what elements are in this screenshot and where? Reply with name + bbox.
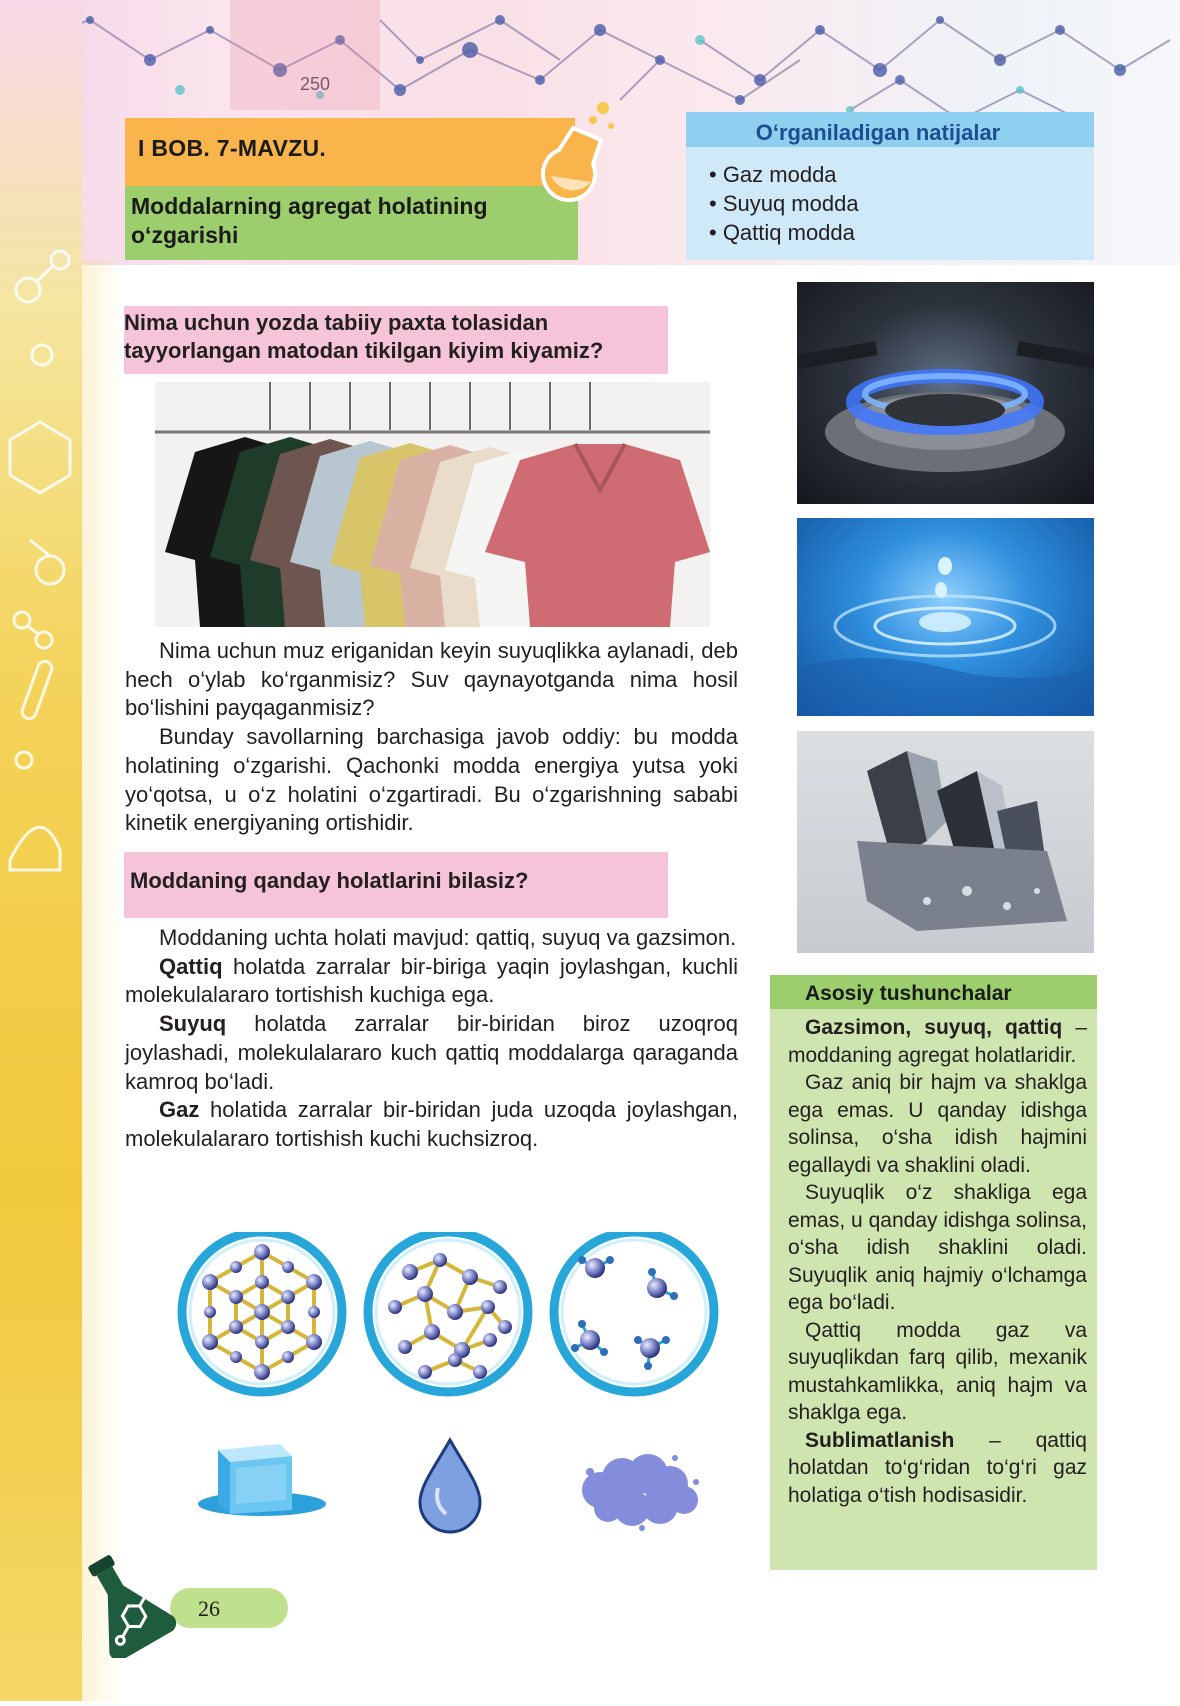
water-drop-icon <box>420 1440 480 1532</box>
gas-cloud-icon <box>582 1454 699 1531</box>
question-1: Nima uchun yozda tabiiy paxta tolasidan tayyorlangan matodan tikilgan kiyim kiyamiz? <box>124 310 604 363</box>
flask-decoration-icon <box>535 92 625 212</box>
question-2: Moddaning qanday holatlarini bilasiz? <box>130 868 529 893</box>
paragraph-2: Bunday savollarning barchasiga javob oddiy: bu modda holatining o‘zgarishi. Qachonki modda energiya yutsa yoki yo‘qotsa, u o‘z holatini o‘zgartiradi. Bu o‘zgarishning sababi kinetik energiyaning ortishidir. <box>125 724 738 836</box>
concepts-title: Asosiy tushunchalar <box>805 982 1012 1005</box>
page-number: 26 <box>198 1596 220 1621</box>
solid-particles-icon <box>182 1232 342 1392</box>
lab-icons-decoration-icon <box>0 0 82 1701</box>
ice-cube-icon <box>198 1444 326 1516</box>
solid-text: holatda zarralar bir-biriga yaqin joylashgan, kuchli molekulalararo tortishish kuchiga ega. <box>125 953 738 1008</box>
results-title: O‘rganiladigan natijalar <box>755 120 1001 145</box>
liquid-particles-icon <box>368 1232 528 1392</box>
left-band-fade <box>82 260 122 1701</box>
result-item-solid: • Qattiq modda <box>709 220 855 245</box>
concepts-text <box>788 1014 1087 1509</box>
liquid-term: Suyuq <box>159 1011 227 1037</box>
concept-liquid: Suyuqlik o‘z shakliga ega emas, u qanday idishga solinsa, o‘sha idish shaklini oladi. Suyuqlik aniq hajmiy o‘lchamga ega bo‘ladi. <box>788 1181 1087 1314</box>
water-drop-photo <box>797 518 1094 716</box>
beaker-label: 250 <box>300 74 331 94</box>
result-item-liquid: • Suyuq modda <box>709 191 859 216</box>
chapter-title: I BOB. 7-MAVZU. <box>138 135 327 161</box>
concept-term-sublimation: Sublimatlanish <box>805 1428 955 1452</box>
paragraph-1: Nima uchun muz eriganidan keyin suyuqlikka aylanadi, deb hech o‘ylab ko‘rganmisiz? Suv qaynayotganda nima hosil bo‘lishini payqaganmisiz? <box>125 638 738 721</box>
tshirts-image <box>155 382 710 627</box>
result-item-gas: • Gaz modda <box>709 162 837 187</box>
states-paragraphs <box>125 924 738 1154</box>
crystal-photo <box>797 731 1094 953</box>
flask-icon <box>68 1548 178 1658</box>
states-intro: Moddaning uchta holati mavjud: qattiq, suyuq va gazsimon. <box>159 925 737 950</box>
states-of-matter-diagram <box>170 1232 740 1552</box>
concept-def-sublimation: – qattiq holatdan to‘g‘ridan to‘g‘ri gaz holatiga o‘tish hodisasidir. <box>788 1428 1087 1507</box>
metal-crystal-image <box>797 731 1094 953</box>
page-number-pill <box>170 1588 288 1628</box>
gas-text: holatida zarralar bir-biridan juda uzoqda joylashgan, molekulalararo tortishish kuchi kuchsizroq. <box>125 1097 738 1151</box>
topic-title: Moddalarning agregat holatining o‘zgarishi <box>131 193 488 248</box>
left-decorative-band <box>0 0 82 1701</box>
water-splash-image <box>797 518 1094 716</box>
solid-term: Qattiq <box>159 953 223 979</box>
gas-burner-photo <box>797 282 1094 504</box>
tshirts-photo <box>155 382 710 627</box>
concept-term-states: Gazsimon, suyuq, qattiq <box>805 1016 1063 1039</box>
liquid-text: holatda zarralar bir-biridan biroz uzoqroq joylashadi, molekulalararo kuch qattiq moddalarga qaraganda kamroq bo‘ladi. <box>125 1011 738 1094</box>
concept-def-states: – moddaning agregat holatlaridir. <box>788 1016 1087 1067</box>
concept-solid: Qattiq modda gaz va suyuqlikdan farq qilib, mexanik mustahkamlikka, aniq hajm va shaklga ega. <box>788 1318 1087 1424</box>
concept-gas: Gaz aniq bir hajm va shaklga ega emas. U qanday idishga solinsa, o‘sha idish hajmini egallaydi va shaklini oladi. <box>788 1071 1087 1177</box>
gas-particles-icon <box>554 1232 714 1392</box>
gas-term: Gaz <box>159 1097 200 1123</box>
gas-flame-image <box>797 282 1094 504</box>
intro-paragraphs <box>125 637 738 838</box>
